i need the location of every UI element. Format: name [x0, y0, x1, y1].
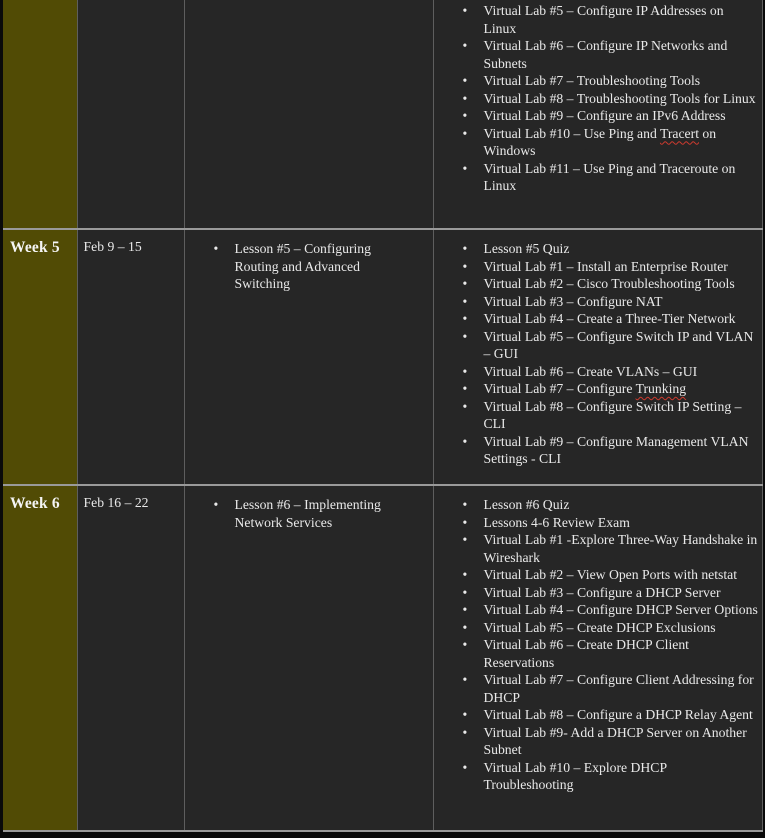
assignments-list: [434, 496, 762, 794]
list-item: [434, 759, 762, 794]
list-item: [434, 619, 762, 637]
list-item-text: Lesson #5 – Configuring Routing and Advanced Switching: [234, 241, 371, 291]
list-item-text: Virtual Lab #9 – Configure Management VLAN Settings - CLI: [483, 433, 749, 466]
list-item: [434, 724, 762, 759]
list-item-text: Lesson #6 – Implementing Network Services: [234, 497, 381, 530]
lessons-cell: [184, 0, 433, 229]
list-item-text: Virtual Lab #2 – Cisco Troubleshooting Tools: [483, 276, 735, 291]
list-item: [434, 671, 762, 706]
list-item: [434, 160, 762, 195]
misspelled-word: Tracert: [659, 125, 699, 141]
list-item-text: Virtual Lab #6 – Create VLANs – GUI: [483, 363, 698, 379]
list-item-text: Virtual Lab #6 – Create DHCP Client Reservations: [483, 637, 689, 670]
list-item-text: Virtual Lab #6 – Configure IP Networks and Subnets: [483, 38, 728, 71]
date-cell: [77, 0, 184, 229]
list-item-text: Lesson #6 Quiz: [483, 497, 570, 512]
assignments-list: [434, 2, 762, 195]
list-item: [434, 636, 762, 671]
list-item: [434, 125, 762, 160]
list-item: [434, 90, 762, 108]
list-item: [434, 310, 762, 328]
assignments-list: [434, 240, 762, 468]
list-item: [434, 72, 762, 90]
list-item: [434, 363, 762, 381]
list-item: [185, 496, 433, 531]
list-item: [434, 601, 762, 619]
list-item-text: Lesson #5 Quiz: [483, 241, 570, 256]
list-item: [185, 240, 433, 293]
table-row: [3, 485, 762, 831]
list-item-text: Virtual Lab #3 – Configure a DHCP Server: [483, 584, 721, 600]
week-cell: [3, 0, 77, 229]
list-item: [434, 37, 762, 72]
list-item: [434, 240, 762, 258]
list-item-text: Virtual Lab #8 – Troubleshooting Tools for Linux: [483, 90, 756, 106]
list-item-text: Virtual Lab #11 – Use Ping and Traceroute on Linux: [483, 160, 736, 193]
list-item-text: on Windows: [483, 125, 717, 158]
list-item: [434, 293, 762, 311]
list-item: [434, 514, 762, 532]
list-item: [434, 380, 762, 398]
list-item-text: Virtual Lab #7 – Configure Client Addressing for DHCP: [483, 672, 754, 705]
list-item-text: Virtual Lab #1 -Explore Three-Way Handshake in Wireshark: [483, 532, 758, 565]
list-item: [434, 107, 762, 125]
week-cell: Week 6: [3, 485, 77, 831]
list-item-text: Virtual Lab #7 – Troubleshooting Tools: [483, 73, 701, 88]
list-item-text: Virtual Lab #10 – Explore DHCP Troubleshooting: [483, 759, 667, 792]
list-item-text: Virtual Lab #5 – Create DHCP Exclusions: [483, 619, 716, 635]
lessons-cell: [184, 229, 433, 485]
course-schedule-table: [3, 0, 763, 832]
list-item-text: Lessons 4-6 Review Exam: [483, 514, 630, 530]
list-item-text: Virtual Lab #8 – Configure a DHCP Relay Agent: [483, 707, 753, 722]
list-item: [434, 584, 762, 602]
table-row: [3, 229, 762, 485]
list-item-text: Virtual Lab #7 – Configure: [483, 381, 636, 396]
date-cell: Feb 16 – 22: [77, 485, 184, 831]
list-item-text: Virtual Lab #4 – Create a Three-Tier Network: [483, 311, 736, 326]
list-item: [434, 433, 762, 468]
week-cell: Week 5: [3, 229, 77, 485]
list-item-text: Virtual Lab #8 – Configure Switch IP Setting – CLI: [483, 398, 742, 431]
list-item: [434, 258, 762, 276]
list-item: [434, 275, 762, 293]
list-item-text: Virtual Lab #2 – View Open Ports with netstat: [483, 567, 738, 582]
list-item-text: Virtual Lab #10 – Use Ping and: [483, 125, 660, 141]
list-item-text: Virtual Lab #9 – Configure an IPv6 Address: [483, 108, 726, 123]
list-item: [434, 531, 762, 566]
list-item-text: Virtual Lab #5 – Configure IP Addresses on Linux: [483, 3, 724, 36]
assignments-cell: [433, 229, 762, 485]
list-item-text: Virtual Lab #9- Add a DHCP Server on Another Subnet: [483, 724, 747, 757]
lessons-cell: [184, 485, 433, 831]
list-item-text: Virtual Lab #3 – Configure NAT: [483, 293, 663, 309]
date-cell: Feb 9 – 15: [77, 229, 184, 485]
list-item: [434, 706, 762, 724]
list-item-text: Virtual Lab #5 – Configure Switch IP and VLAN – GUI: [483, 328, 754, 361]
assignments-cell: [433, 0, 762, 229]
misspelled-word: Trunking: [635, 381, 687, 396]
table-row: [3, 0, 762, 229]
assignments-cell: [433, 485, 762, 831]
list-item-text: Virtual Lab #1 – Install an Enterprise Router: [483, 258, 728, 274]
list-item: [434, 328, 762, 363]
list-item: [434, 2, 762, 37]
list-item: [434, 496, 762, 514]
lessons-list: [185, 496, 433, 531]
list-item-text: Virtual Lab #4 – Configure DHCP Server Options: [483, 602, 758, 617]
lessons-list: [185, 240, 433, 293]
list-item: [434, 566, 762, 584]
list-item: [434, 398, 762, 433]
